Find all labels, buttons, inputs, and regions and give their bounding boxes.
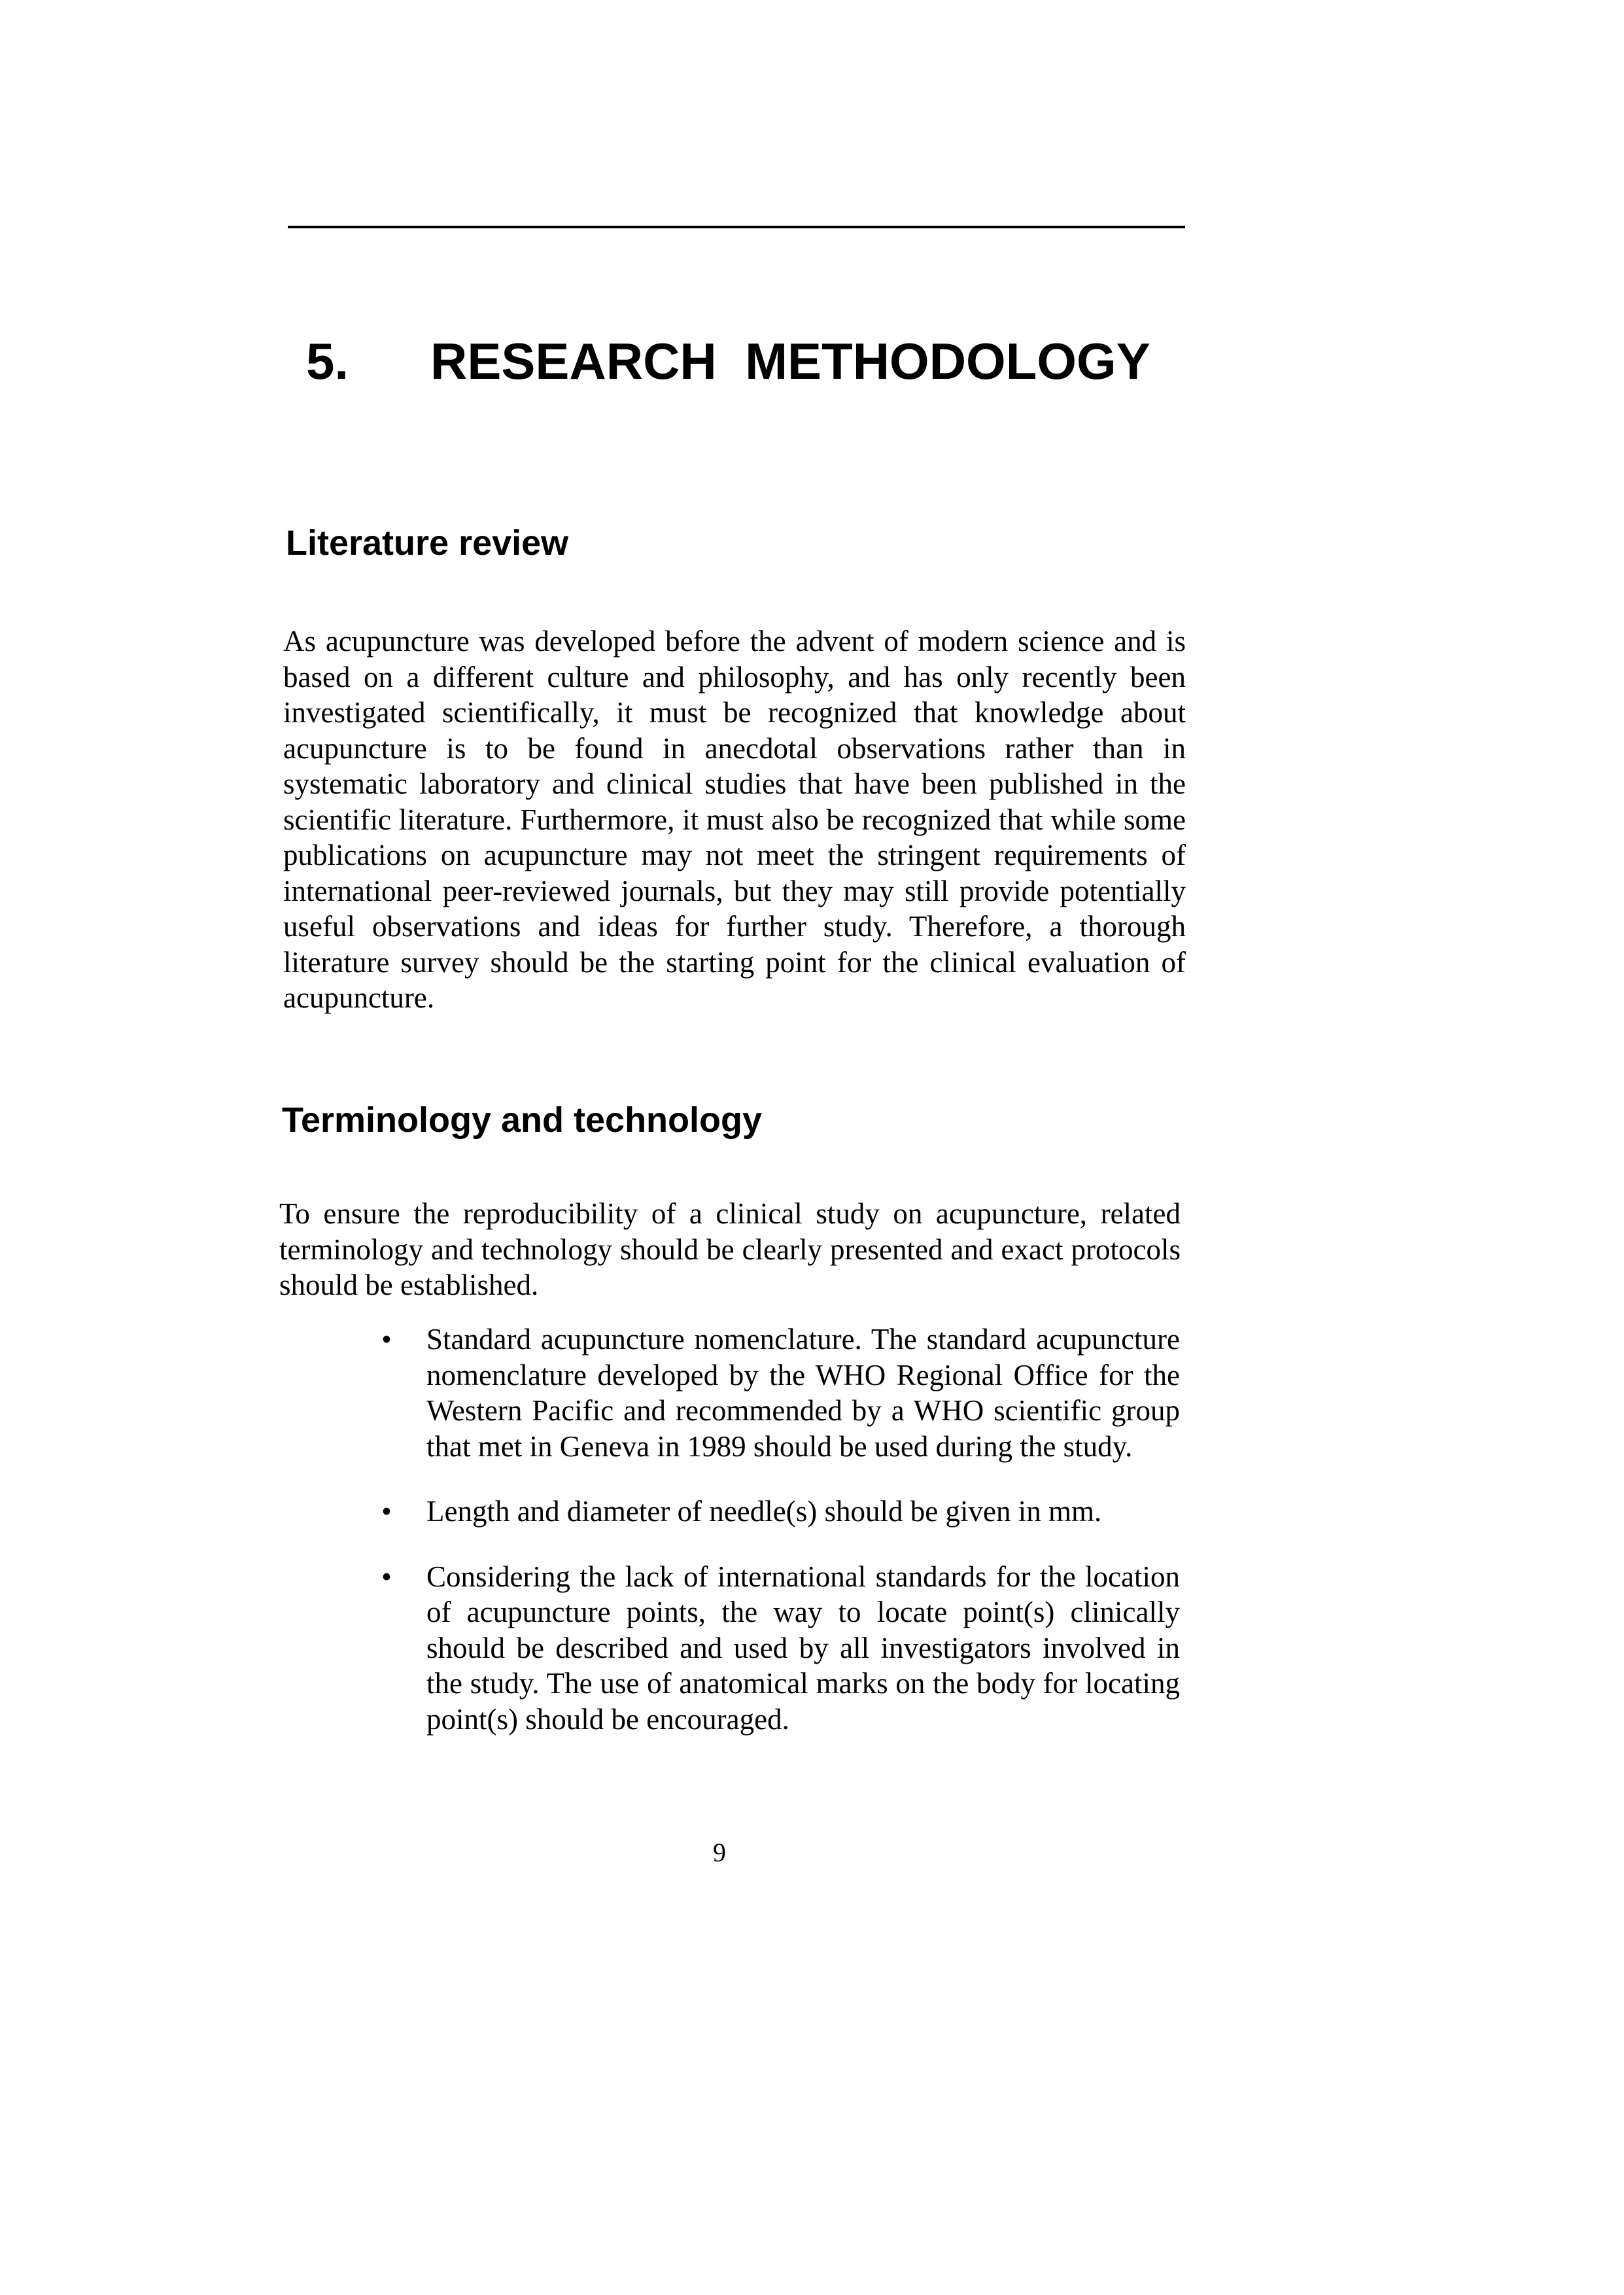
literature-review-paragraph: As acupuncture was developed before the advent of modern science and is based on a different culture and philosophy, and has only recently been investigated scientifically, it must be recognized that knowledge about acupuncture is to be found in anecdotal observations rather than in systematic laboratory and clinical studies that have been published in the scientific literature. Furthermore, it must also be recognized that while some publications on acupuncture may not meet the stringent requirements of international peer-reviewed journals, but they may still provide potentially useful observations and ideas for further study. Therefore, a thorough literature survey should be the starting point for the clinical evaluation of acupuncture. (283, 625, 1186, 1014)
bullet-text: Standard acupuncture nomenclature. The standard acupuncture nomenclature developed by the WHO Regional Office for the Western Pacific and recommended by a WHO scientific group that met in Geneva in 1989 should be used during the study. (426, 1323, 1180, 1463)
list-item (377, 1559, 1180, 1738)
chapter-title (306, 332, 1150, 391)
list-item (377, 1322, 1180, 1464)
page-number: 9 (713, 1838, 726, 1867)
bullet-text: Considering the lack of international standards for the location of acupuncture points, the way to locate point(s) clinically should be described and used by all investigators involved in the study. The use of anatomical marks on the body for locating point(s) should be encouraged. (426, 1560, 1180, 1736)
section-heading-terminology: Terminology and technology (282, 1100, 763, 1140)
list-item (377, 1494, 1180, 1530)
bullet-icon: • (381, 1560, 392, 1593)
chapter-title-text: RESEARCH METHODOLOGY (430, 332, 1150, 390)
chapter-number: 5. (306, 332, 349, 390)
top-rule (288, 226, 1185, 228)
bullet-icon: • (381, 1323, 392, 1356)
bullet-text: Length and diameter of needle(s) should be given in mm. (426, 1495, 1102, 1528)
terminology-paragraph: To ensure the reproducibility of a clinical study on acupuncture, related terminology and technology should be clearly presented and exact protocols should be established. (279, 1197, 1181, 1301)
section-heading-literature-review: Literature review (286, 523, 569, 563)
bullet-icon: • (381, 1495, 392, 1528)
bullet-list (377, 1322, 1180, 1766)
